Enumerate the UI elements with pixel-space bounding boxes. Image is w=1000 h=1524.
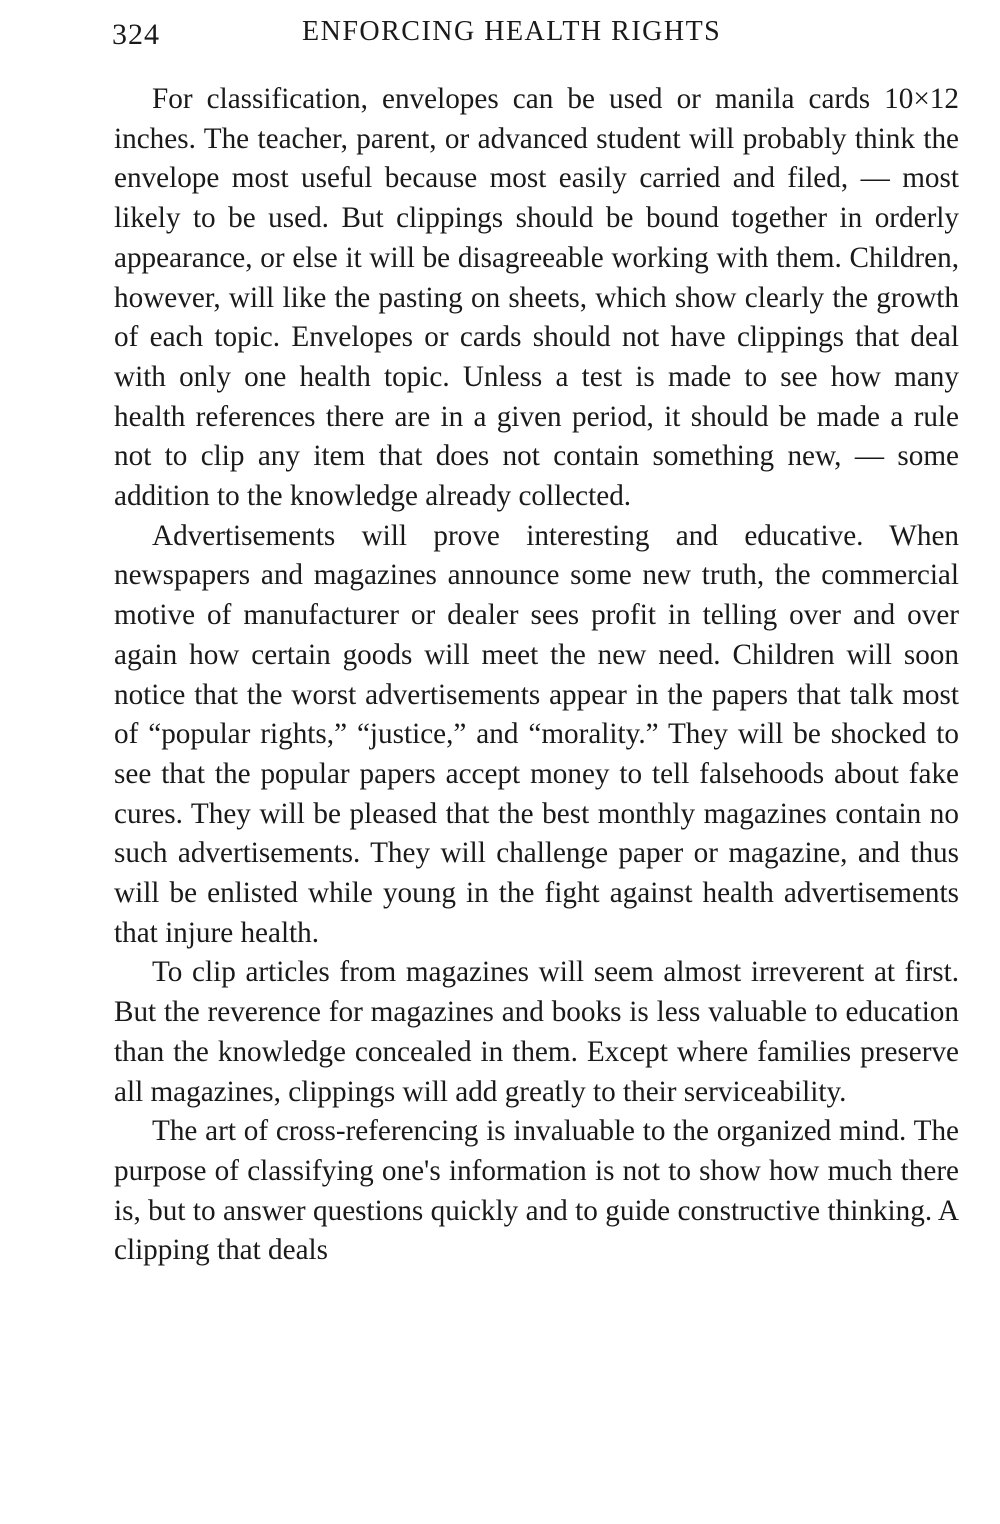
running-head: ENFORCING HEALTH RIGHTS [302,16,722,47]
body-text [114,80,959,1271]
paragraph-cross-referencing: The art of cross-referencing is invaluable to the organized mind. The purpose of classifying one's information is not to show how much there is, but to answer questions quickly and to guide constructive thinking. A clipping that deals [114,1115,959,1267]
paragraph-advertisements: Advertisements will prove interesting and educative. When newspapers and magazines announce some new truth, the commercial motive of manufacturer or dealer sees profit in telling over and over again how certain goods will meet the new need. Children will soon notice that the worst advertisements appear in the papers that talk most of “popular rights,” “justice,” and “morality.” They will be shocked to see that the popular papers accept money to tell falsehoods about fake cures. They will be pleased that the best monthly magazines contain no such advertisements. They will challenge paper or magazine, and thus will be enlisted while young in the fight against health advertisements that injure health. [114,519,959,949]
paragraph-classification: For classification, envelopes can be used or manila cards 10×12 inches. The teacher, parent, or advanced student will probably think the envelope most useful because most easily carried and filed, — most likely to be used. But clippings should be bound together in orderly appearance, or else it will be disagreeable working with them. Children, however, will like the pasting on sheets, which show clearly the growth of each topic. Envelopes or cards should not have clippings that deal with only one health topic. Unless a test is made to see how many health references there are in a given period, it should be made a rule not to clip any item that does not contain something new, — some addition to the knowledge already collected. [114,83,959,513]
paragraph-clipping-magazines: To clip articles from magazines will seem almost irreverent at first. But the reverence for magazines and books is less valuable to education than the knowledge concealed in them. Except where families preserve all magazines, clippings will add greatly to their serviceability. [114,956,959,1108]
page-number: 324 [112,18,160,51]
page-header [112,14,962,58]
